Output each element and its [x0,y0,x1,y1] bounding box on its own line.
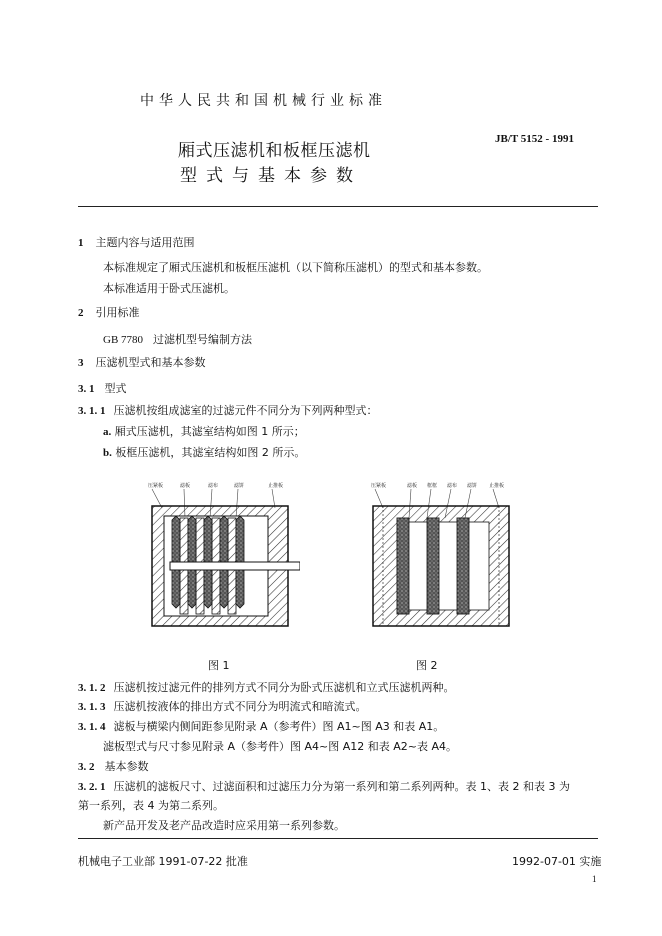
figure-label: 压紧板 [371,483,387,489]
clause-text: 压滤机按过滤元件的排列方式不同分为卧式压滤机和立式压滤机两种。 [113,681,455,694]
figure-1-chamber-diagram [140,478,300,636]
figure-label: 滤饼 [467,483,478,489]
figure-label: 滤板 [180,483,191,489]
clause-number: 3. 1. 4 [78,721,106,733]
section-number: 3. 1 [78,383,95,395]
figure-label: 压紧板 [148,483,164,489]
clause-3-1-3 [78,698,367,714]
section-2-heading [78,304,140,320]
figure-label: 滤板 [407,483,418,489]
figure-1-caption: 图 1 [208,659,230,672]
page-number: 1 [592,874,597,884]
section-title: 型式 [104,382,127,395]
implementation-date: 1992-07-01 实施 [512,855,602,868]
clause-text: 滤板与横梁内侧间距参见附录 A（参考件）图 A1~图 A3 和表 A1。 [113,720,445,733]
figure-label: 滤布 [447,483,458,489]
section-3-heading [78,354,206,370]
list-text: 板框压滤机，其滤室结构如图 2 所示。 [115,446,306,459]
section-3-1-heading [78,380,127,396]
figure-label: 框框 [427,483,438,489]
section-title: 引用标准 [95,306,140,319]
doc-title-line2: 型式与基本参数 [180,166,362,186]
paragraph: 本标准规定了厢式压滤机和板框压滤机（以下简称压滤机）的型式和基本参数。 [103,261,488,274]
footer-divider [78,838,598,839]
section-title: 主题内容与适用范围 [95,236,195,249]
figure-2-caption: 图 2 [416,659,438,672]
section-number: 3 [78,357,84,369]
clause-3-1-4 [78,718,444,734]
reference-title: 过滤机型号编制方法 [153,333,253,346]
paragraph: 第一系列，表 4 为第二系列。 [78,799,224,812]
header-divider [78,206,598,207]
reference-code: GB 7780 [103,334,144,346]
clause-text: 压滤机的滤板尺寸、过滤面积和过滤压力分为第一系列和第二系列两种。表 1、表 2 和表 3 为 [113,780,570,793]
clause-text: 压滤机按组成滤室的过滤元件不同分为下列两种型式： [113,404,378,417]
clause-number: 3. 1. 1 [78,405,106,417]
section-1-heading [78,234,195,250]
figure-label: 止推板 [268,483,284,489]
section-3-2-heading [78,758,149,774]
paragraph: 新产品开发及老产品改造时应采用第一系列参数。 [103,819,345,832]
figure-2-plate-frame-diagram [365,478,525,636]
clause-3-2-1 [78,778,570,794]
section-number: 3. 2 [78,761,95,773]
clause-3-1-2 [78,679,455,695]
issuing-body: 中华人民共和国机械行业标准 [140,93,387,109]
clause-3-1-1 [78,402,378,418]
clause-text: 压滤机按液体的排出方式不同分为明流式和暗流式。 [113,700,367,713]
list-text: 厢式压滤机，其滤室结构如图 1 所示； [114,425,305,438]
paragraph: 本标准适用于卧式压滤机。 [103,282,235,295]
list-item-b [103,444,305,460]
reference-item [103,331,252,347]
list-label: b. [103,447,112,459]
clause-number: 3. 2. 1 [78,781,106,793]
figure-label: 止推板 [489,483,505,489]
paragraph: 滤板型式与尺寸参见附录 A（参考件）图 A4~图 A12 和表 A2~表 A4。 [103,740,458,753]
standard-number: JB/T 5152 - 1991 [495,133,574,145]
list-label: a. [103,426,112,438]
section-title: 压滤机型式和基本参数 [95,356,206,369]
section-number: 2 [78,307,84,319]
figure-label: 滤布 [208,483,219,489]
figure-label: 滤饼 [234,483,245,489]
section-title: 基本参数 [104,760,149,773]
approval-line: 机械电子工业部 1991-07-22 批准 [78,855,248,868]
list-item-a [103,423,305,439]
section-number: 1 [78,237,84,249]
clause-number: 3. 1. 2 [78,682,106,694]
clause-number: 3. 1. 3 [78,701,106,713]
doc-title-line1: 厢式压滤机和板框压滤机 [178,141,371,161]
